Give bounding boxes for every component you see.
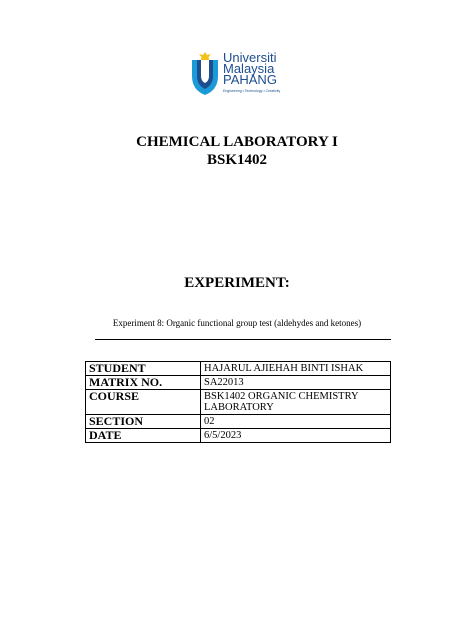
details-table xyxy=(85,361,391,443)
row-value: 02 xyxy=(201,415,391,429)
row-label: STUDENT xyxy=(86,362,201,376)
row-value: SA22013 xyxy=(201,376,391,390)
row-label: MATRIX NO. xyxy=(86,376,201,390)
logo-tagline: Engineering • Technology • Creativity xyxy=(223,89,281,93)
logo-line-1: Universiti xyxy=(223,50,277,65)
ump-crest-icon xyxy=(190,52,220,96)
table-row xyxy=(86,429,391,443)
logo-line-2: Malaysia xyxy=(223,61,275,76)
experiment-heading: EXPERIMENT: xyxy=(184,275,290,291)
logo-wordmark xyxy=(223,52,277,85)
horizontal-rule xyxy=(95,339,391,340)
row-label: DATE xyxy=(86,429,201,443)
university-logo xyxy=(190,52,290,98)
row-value: 6/5/2023 xyxy=(201,429,391,443)
row-value: BSK1402 ORGANIC CHEMISTRY LABORATORY xyxy=(201,390,391,415)
table-row xyxy=(86,362,391,376)
table-row xyxy=(86,390,391,415)
row-label: SECTION xyxy=(86,415,201,429)
course-title: CHEMICAL LABORATORY I xyxy=(136,134,338,150)
table-row xyxy=(86,376,391,390)
logo-line-3: PAHANG xyxy=(223,72,277,87)
row-value: HAJARUL AJIEHAH BINTI ISHAK xyxy=(201,362,391,376)
row-label: COURSE xyxy=(86,390,201,415)
table-row xyxy=(86,415,391,429)
experiment-description: Experiment 8: Organic functional group test (aldehydes and ketones) xyxy=(112,318,362,328)
course-code: BSK1402 xyxy=(206,152,267,168)
